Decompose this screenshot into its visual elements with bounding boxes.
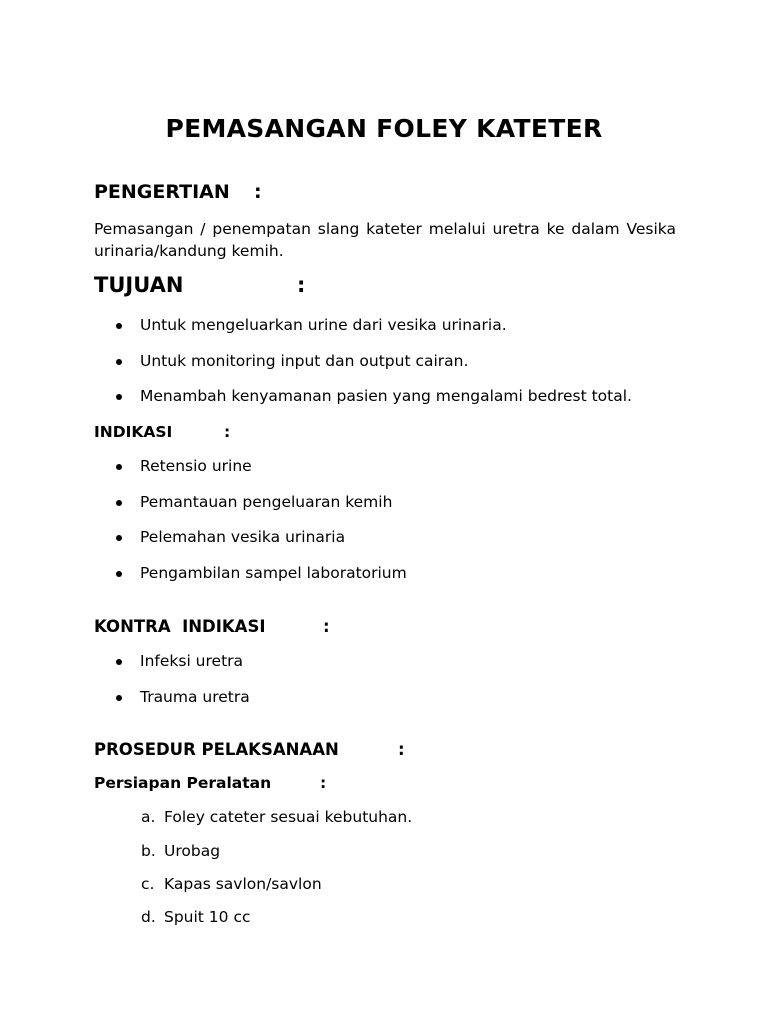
bullet-icon bbox=[116, 394, 122, 400]
pengertian-paragraph: Pemasangan / penempatan slang kateter melalui uretra ke dalam Vesika urinaria/kandung kemih. bbox=[94, 220, 676, 260]
persiapan-peralatan-heading-label: Persiapan Peralatan bbox=[94, 774, 272, 792]
bullet-icon bbox=[116, 571, 122, 577]
peralatan-item-text: Urobag bbox=[164, 842, 221, 860]
indikasi-item-text: Pemantauan pengeluaran kemih bbox=[140, 493, 393, 511]
bullet-icon bbox=[116, 659, 122, 665]
list-marker: b. bbox=[141, 842, 156, 860]
persiapan-peralatan-heading bbox=[94, 774, 327, 792]
bullet-icon bbox=[116, 535, 122, 541]
peralatan-item-text: Foley cateter sesuai kebutuhan. bbox=[164, 808, 413, 826]
indikasi-colon: : bbox=[224, 423, 231, 441]
tujuan-item-text: Untuk mengeluarkan urine dari vesika urinaria. bbox=[140, 316, 507, 334]
kontra-indikasi-colon: : bbox=[323, 617, 330, 636]
list-marker: d. bbox=[141, 908, 156, 926]
pengertian-colon: : bbox=[254, 181, 262, 203]
kontra-indikasi-item-text: Infeksi uretra bbox=[140, 652, 244, 670]
prosedur-heading bbox=[94, 740, 405, 759]
peralatan-item-text: Kapas savlon/savlon bbox=[164, 875, 322, 893]
bullet-icon bbox=[116, 359, 122, 365]
bullet-icon bbox=[116, 464, 122, 470]
kontra-indikasi-heading-label: KONTRA INDIKASI bbox=[94, 617, 266, 636]
bullet-icon bbox=[116, 695, 122, 701]
bullet-icon bbox=[116, 500, 122, 506]
indikasi-heading-label: INDIKASI bbox=[94, 423, 173, 441]
document-title: PEMASANGAN FOLEY KATETER bbox=[165, 114, 603, 143]
prosedur-heading-label: PROSEDUR PELAKSANAAN bbox=[94, 740, 339, 759]
tujuan-item-text: Untuk monitoring input dan output cairan. bbox=[140, 352, 469, 370]
indikasi-item-text: Retensio urine bbox=[140, 457, 252, 475]
indikasi-heading bbox=[94, 423, 231, 441]
persiapan-peralatan-colon: : bbox=[320, 774, 327, 792]
tujuan-item-text: Menambah kenyamanan pasien yang mengalami bedrest total. bbox=[140, 387, 632, 405]
prosedur-colon: : bbox=[398, 740, 405, 759]
pengertian-heading bbox=[94, 181, 262, 203]
tujuan-heading bbox=[94, 273, 306, 297]
tujuan-colon: : bbox=[297, 273, 306, 297]
pengertian-heading-label: PENGERTIAN bbox=[94, 181, 230, 203]
peralatan-item-text: Spuit 10 cc bbox=[164, 908, 251, 926]
indikasi-item-text: Pengambilan sampel laboratorium bbox=[140, 564, 407, 582]
bullet-icon bbox=[116, 323, 122, 329]
tujuan-heading-label: TUJUAN bbox=[94, 273, 184, 297]
list-marker: a. bbox=[141, 808, 156, 826]
kontra-indikasi-item-text: Trauma uretra bbox=[140, 688, 250, 706]
indikasi-item-text: Pelemahan vesika urinaria bbox=[140, 528, 346, 546]
list-marker: c. bbox=[141, 875, 155, 893]
kontra-indikasi-heading bbox=[94, 617, 330, 636]
